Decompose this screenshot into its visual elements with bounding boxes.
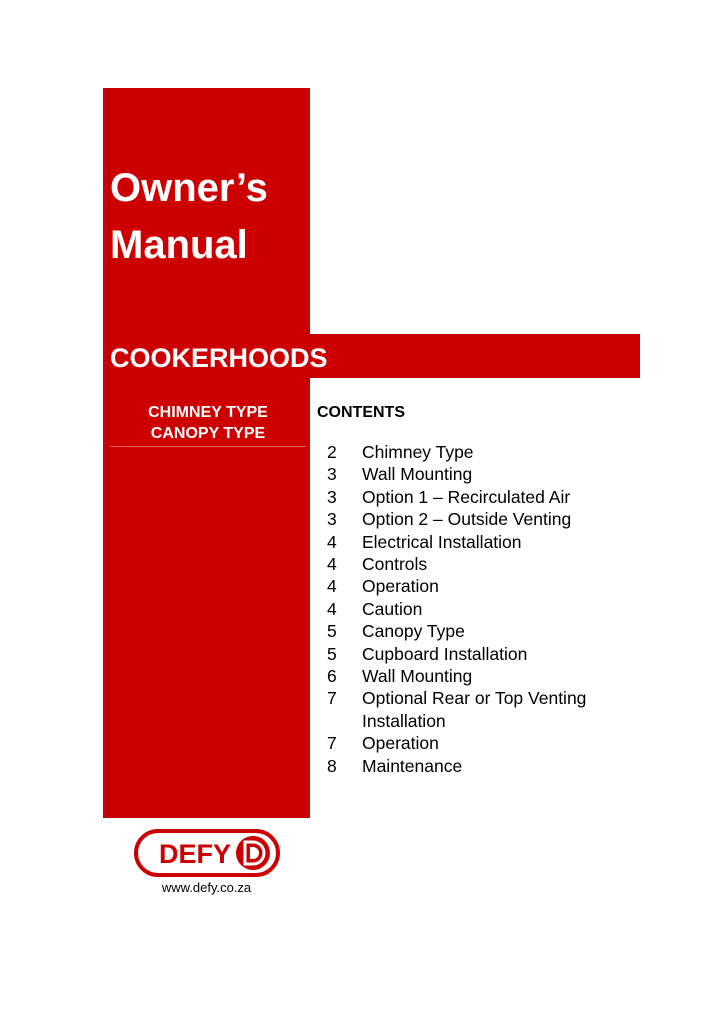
toc-page-number: 5 <box>327 643 337 664</box>
toc-label: Wall Mounting <box>362 666 473 687</box>
toc-page-number: 4 <box>327 576 337 597</box>
toc-page-number: 7 <box>327 733 337 754</box>
subtype-canopy: CANOPY TYPE <box>150 425 266 442</box>
toc-label: Wall Mounting <box>362 464 473 485</box>
toc-item <box>327 598 632 620</box>
toc-item <box>327 687 632 732</box>
product-subtypes <box>110 402 306 444</box>
toc-page-number: 5 <box>327 621 337 642</box>
product-category: COOKERHOODS <box>110 343 328 373</box>
toc-page-number: 6 <box>327 666 337 687</box>
toc-page-number: 3 <box>327 509 337 530</box>
toc-page-number: 3 <box>327 486 337 507</box>
toc-item <box>327 486 632 508</box>
toc-label: Electrical Installation <box>362 531 522 552</box>
toc-item <box>327 553 632 575</box>
toc-page-number: 4 <box>327 598 337 619</box>
toc-label: Canopy Type <box>362 621 465 642</box>
toc-label: Caution <box>362 598 423 619</box>
toc-label: Option 1 – Recirculated Air <box>362 486 571 507</box>
website-url: www.defy.co.za <box>161 880 252 895</box>
toc-label: Maintenance <box>362 755 463 776</box>
toc-page-number: 4 <box>327 531 337 552</box>
panel-edge-line <box>108 88 109 818</box>
toc-label: Controls <box>362 554 428 575</box>
toc-item <box>327 620 632 642</box>
contents-heading: CONTENTS <box>317 404 405 421</box>
toc-item <box>327 508 632 530</box>
red-title-band <box>310 334 640 378</box>
toc-item <box>327 441 632 463</box>
toc-item <box>327 755 632 777</box>
toc-label: Operation <box>362 576 439 597</box>
toc-label: Operation <box>362 733 439 754</box>
defy-logo <box>134 829 280 877</box>
toc-page-number: 2 <box>327 442 337 462</box>
toc-item <box>327 575 632 597</box>
manual-title: Owner’s Manual <box>110 166 268 267</box>
toc-page-number: 4 <box>327 554 337 575</box>
subtype-chimney: CHIMNEY TYPE <box>148 404 268 421</box>
logo-wordmark: DEFY <box>158 839 232 869</box>
toc-page-number: 3 <box>327 464 337 485</box>
toc-label: Chimney Type <box>362 442 474 462</box>
toc-item <box>327 732 632 754</box>
toc-item <box>327 643 632 665</box>
toc-item <box>327 665 632 687</box>
toc-item <box>327 463 632 485</box>
toc-label: Cupboard Installation <box>362 643 528 664</box>
toc-page-number: 7 <box>327 688 337 709</box>
toc-page-number: 8 <box>327 755 337 776</box>
subtypes-divider <box>110 446 306 447</box>
table-of-contents <box>327 441 632 777</box>
toc-label: Option 2 – Outside Venting <box>362 509 572 530</box>
toc-item <box>327 531 632 553</box>
toc-label: Optional Rear or Top Venting Installation <box>362 688 587 731</box>
